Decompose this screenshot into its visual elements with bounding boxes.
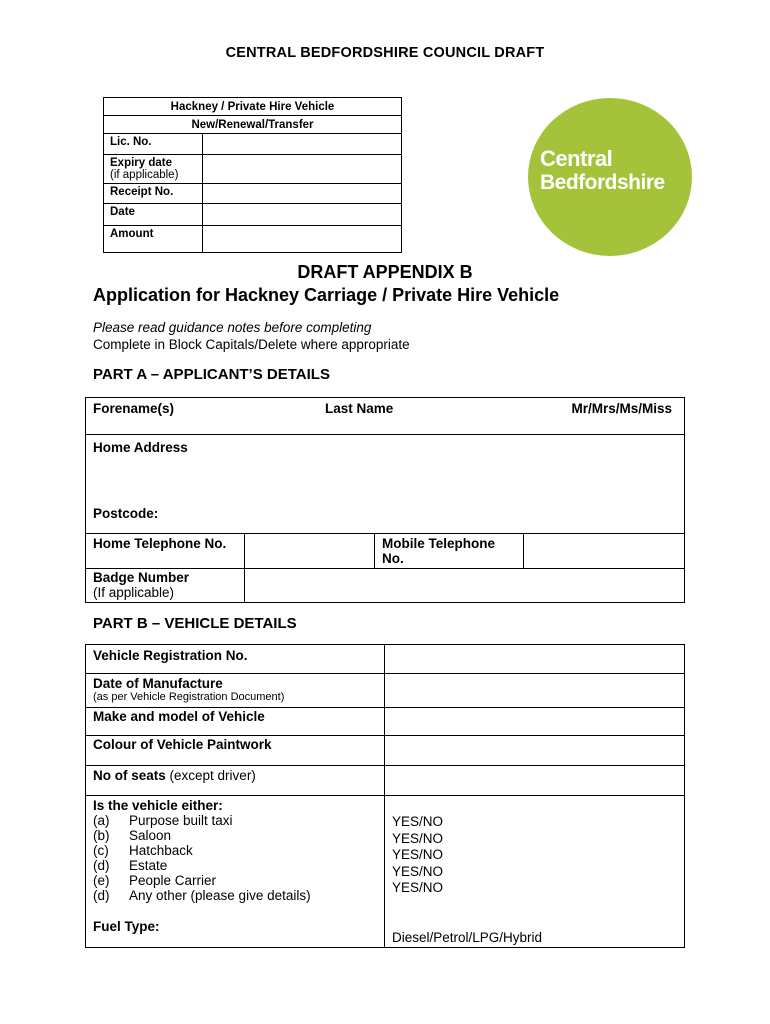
applicant-details-table [85,397,685,603]
manufacture-note: (as per Vehicle Registration Document) [93,691,285,703]
vehicle-type-answer[interactable]: YES/NO [392,880,444,896]
registration-label: Vehicle Registration No. [86,645,385,674]
expiry-date-field[interactable] [203,155,402,184]
vehicle-type-item [93,828,377,843]
amount-field[interactable] [203,226,402,253]
colour-field[interactable] [385,736,685,766]
vehicle-type-item [93,888,377,903]
seats-text: No of seats [93,768,166,783]
vehicle-details-table [85,644,685,948]
vehicle-type-answer[interactable] [392,897,677,914]
office-use-box [103,97,402,253]
document-header: CENTRAL BEDFORDSHIRE COUNCIL DRAFT [225,45,545,61]
date-label: Date [104,204,203,226]
lic-no-label: Lic. No. [104,134,203,155]
guidance-note: Please read guidance notes before completing [93,320,372,335]
vehicle-type-answer[interactable]: YES/NO [392,863,444,879]
forename-label: Forename(s) [93,401,175,416]
make-model-field[interactable] [385,708,685,736]
home-telephone-label: Home Telephone No. [86,534,245,569]
vehicle-type-item [93,873,377,888]
vehicle-type-question [86,796,385,948]
receipt-no-label: Receipt No. [104,184,203,204]
name-row[interactable] [86,398,685,435]
colour-label: Colour of Vehicle Paintwork [86,736,385,766]
vehicle-type-letter: (c) [93,843,109,858]
expiry-date-label [104,155,203,184]
seats-field[interactable] [385,766,685,796]
home-address-field[interactable] [86,435,685,534]
badge-number-field[interactable] [245,569,685,603]
badge-number-label [86,569,245,603]
vehicle-type-letter: (d) [93,858,110,873]
vehicle-type-label: Saloon [129,828,172,843]
vehicle-type-letter: (d) [93,888,110,903]
vehicle-type-label: Hatchback [129,843,193,858]
seats-note: (except driver) [165,768,256,783]
vehicle-type-label: Any other (please give details) [129,888,311,903]
office-heading-vehicle: Hackney / Private Hire Vehicle [104,98,402,116]
fuel-options[interactable]: Diesel/Petrol/LPG/Hybrid [392,929,543,945]
vehicle-type-list [93,813,377,903]
central-bedfordshire-logo [528,98,692,256]
part-a-heading: PART A – APPLICANT’S DETAILS [93,366,330,383]
vehicle-type-item [93,858,377,873]
vehicle-type-answer-list [392,814,677,914]
expiry-note: (if applicable) [110,169,179,181]
registration-field[interactable] [385,645,685,674]
office-heading-type: New/Renewal/Transfer [104,116,402,134]
date-field[interactable] [203,204,402,226]
fuel-type-label: Fuel Type: [93,919,160,934]
amount-label: Amount [104,226,203,253]
lic-no-field[interactable] [203,134,402,155]
vehicle-type-letter: (b) [93,828,110,843]
part-b-heading: PART B – VEHICLE DETAILS [93,615,297,632]
postcode-label: Postcode: [93,506,159,521]
vehicle-type-letter: (e) [93,873,110,888]
badge-number-text: Badge Number [93,570,190,585]
vehicle-type-letter: (a) [93,813,110,828]
make-model-label: Make and model of Vehicle [86,708,385,736]
vehicle-type-answers[interactable] [385,796,685,948]
vehicle-type-label: Purpose built taxi [129,813,233,828]
application-title: Application for Hackney Carriage / Private Hire Vehicle [93,285,560,305]
last-name-label: Last Name [325,401,394,416]
mobile-telephone-label: Mobile Telephone No. [375,534,524,569]
badge-note: (If applicable) [93,585,175,600]
manufacture-text: Date of Manufacture [93,676,223,691]
logo-line-1: Central [540,146,613,171]
logo-line-2: Bedfordshire [540,171,665,194]
vehicle-either-label: Is the vehicle either: [93,798,223,813]
instructions-note: Complete in Block Capitals/Delete where appropriate [93,337,410,352]
mobile-telephone-field[interactable] [524,534,685,569]
expiry-date-text: Expiry date [110,157,172,169]
seats-label [86,766,385,796]
receipt-no-field[interactable] [203,184,402,204]
home-telephone-field[interactable] [245,534,375,569]
manufacture-field[interactable] [385,674,685,708]
title-options-label: Mr/Mrs/Ms/Miss [571,401,672,416]
vehicle-type-item [93,843,377,858]
vehicle-type-answer[interactable]: YES/NO [392,847,444,863]
appendix-heading: DRAFT APPENDIX B [297,262,473,282]
vehicle-type-item [93,813,377,828]
vehicle-type-answer[interactable]: YES/NO [392,830,444,846]
vehicle-type-label: People Carrier [129,873,217,888]
manufacture-label [86,674,385,708]
vehicle-type-label: Estate [129,858,168,873]
home-address-label: Home Address [93,440,188,455]
vehicle-type-answer[interactable]: YES/NO [392,814,444,829]
